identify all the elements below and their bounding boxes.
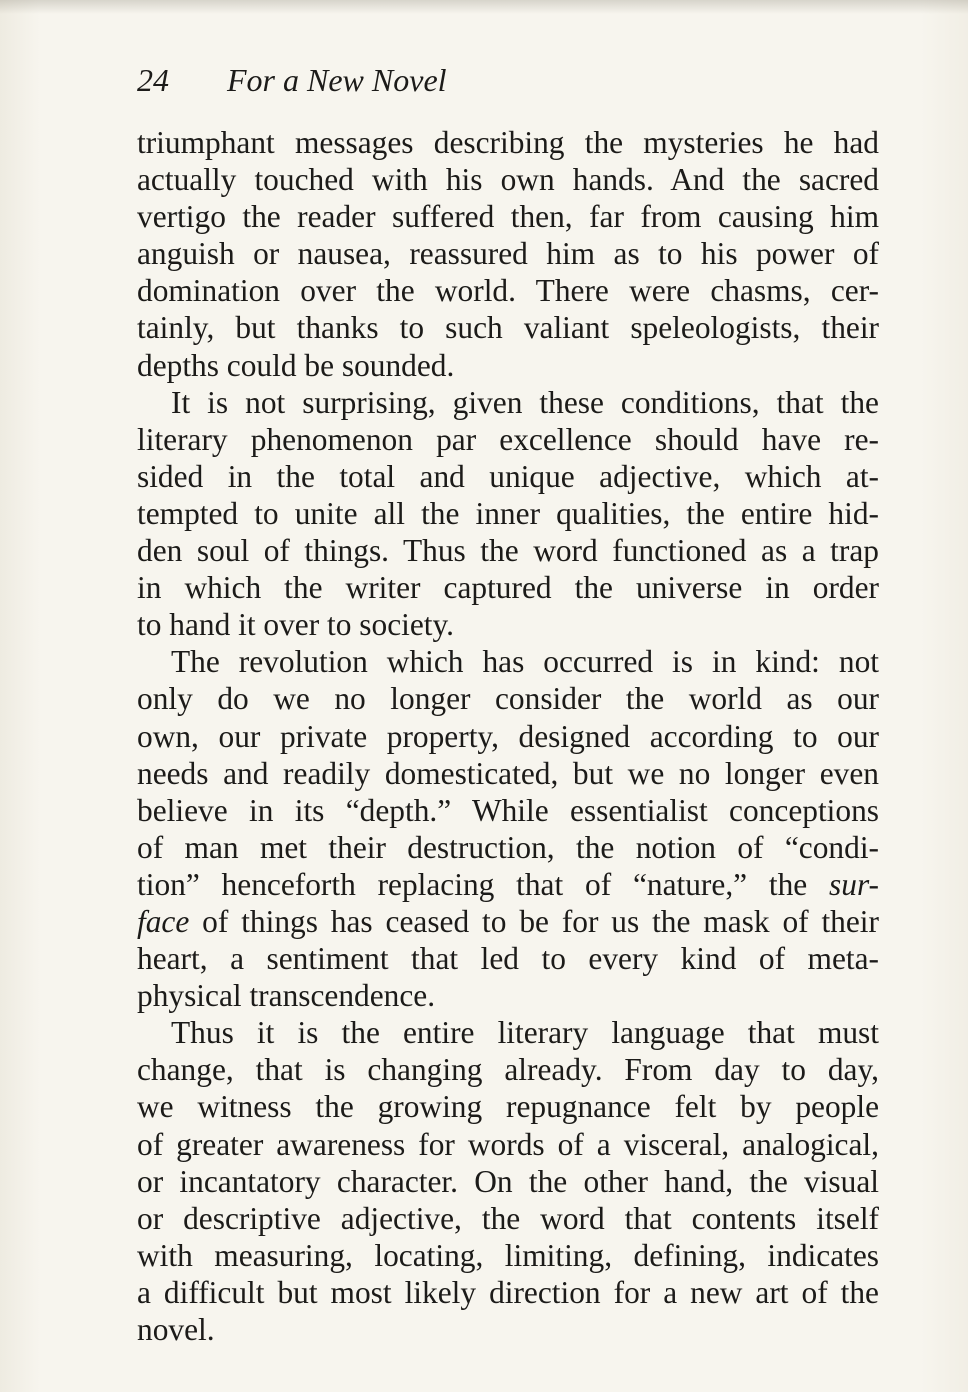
text-line: tempted to unite all the inner qualities, the entire hid- (137, 495, 879, 531)
text-line-part: tion” henceforth replacing that of “nature,” the (137, 866, 830, 902)
text-line: to hand it over to society. (137, 607, 455, 643)
text-line: Thus it is the entire literary language that must (171, 1015, 879, 1051)
running-header (137, 62, 447, 99)
text-line: tainly, but thanks to such valiant speleologists, their (137, 310, 879, 346)
text-line: or incantatory character. On the other hand, the visual (137, 1163, 879, 1199)
text-line: heart, a sentiment that led to every kind of meta- (137, 941, 879, 977)
text-line-with-italic (137, 866, 879, 903)
text-line: own, our private property, designed according to our (137, 718, 879, 754)
text-line: It is not surprising, given these conditions, that the (171, 384, 879, 420)
page-top-shadow (0, 0, 968, 14)
text-line: of man met their destruction, the notion of “condi- (137, 829, 879, 865)
text-line: den soul of things. Thus the word functioned as a trap (137, 533, 879, 569)
text-line: or descriptive adjective, the word that contents itself (137, 1200, 879, 1236)
text-line: believe in its “depth.” While essentialist conceptions (137, 792, 879, 828)
text-line: in which the writer captured the universe in order (137, 570, 879, 606)
text-line: only do we no longer consider the world as our (137, 681, 879, 717)
paragraph-2 (137, 384, 879, 644)
paragraph-4 (137, 1014, 879, 1348)
text-line: depths could be sounded. (137, 347, 455, 383)
text-line: a difficult but most likely direction for a new art of the (137, 1274, 879, 1310)
text-line: The revolution which has occurred is in kind: not (171, 644, 879, 680)
text-line: novel. (137, 1312, 215, 1347)
text-line: with measuring, locating, limiting, defining, indicates (137, 1237, 879, 1273)
text-line: anguish or nausea, reassured him as to his power of (137, 236, 879, 272)
text-line: vertigo the reader suffered then, far from causing him (137, 199, 879, 235)
text-line-with-italic (137, 903, 879, 940)
paragraph-1 (137, 124, 879, 384)
page-number: 24 (137, 62, 169, 98)
text-line: we witness the growing repugnance felt by people (137, 1089, 879, 1125)
text-line: of greater awareness for words of a visceral, analogical, (137, 1126, 879, 1162)
text-line-part: of things has ceased to be for us the mask of their (189, 903, 879, 939)
text-line: physical transcendence. (137, 978, 436, 1014)
text-line: triumphant messages describing the mysteries he had (137, 125, 879, 160)
text-line: sided in the total and unique adjective, which at- (137, 458, 879, 494)
running-title: For a New Novel (227, 62, 447, 98)
text-line: needs and readily domesticated, but we no longer even (137, 755, 879, 791)
italic-word: face (137, 903, 190, 939)
paragraph-3 (137, 643, 879, 1014)
text-line: change, that is changing already. From day to day, (137, 1052, 879, 1088)
italic-word: sur- (829, 866, 879, 902)
text-line: actually touched with his own hands. And the sacred (137, 162, 879, 198)
text-line: domination over the world. There were chasms, cer- (137, 273, 879, 309)
body-text (137, 124, 879, 1348)
text-line: literary phenomenon par excellence should have re- (137, 421, 879, 457)
